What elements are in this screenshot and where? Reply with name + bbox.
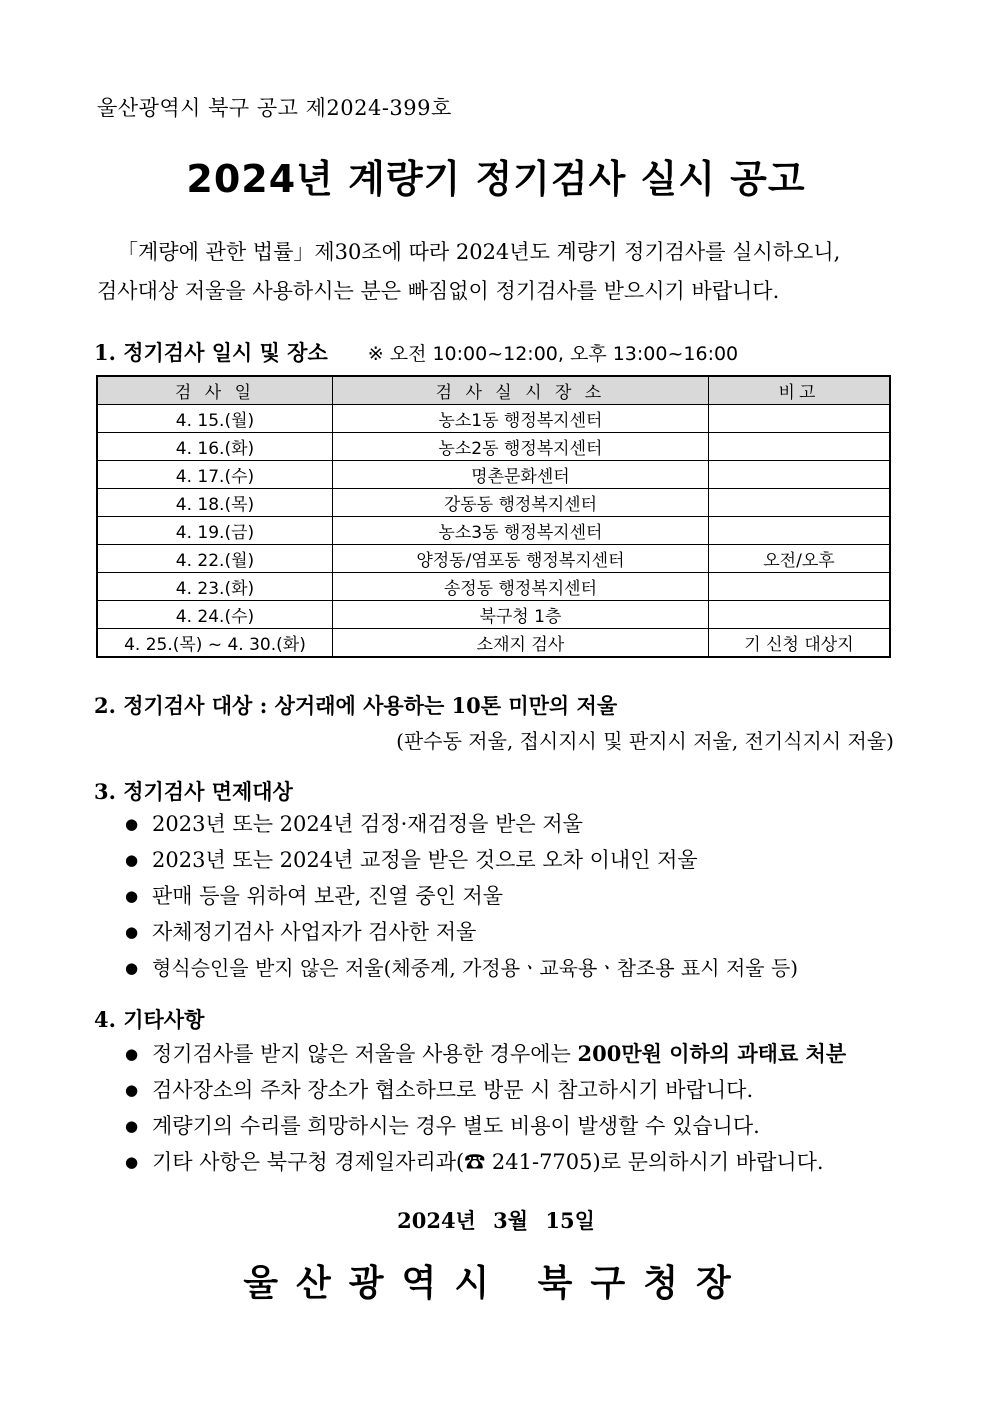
table-row — [97, 573, 890, 601]
table-row — [97, 601, 890, 629]
bullet-icon: ● — [125, 1153, 139, 1171]
list-item — [125, 878, 798, 914]
cell-date: 4. 19.(금) — [97, 517, 332, 545]
bullet-icon: ● — [125, 851, 139, 869]
list-item-text: 2023년 또는 2024년 교정을 받은 것으로 오차 이내인 저울 — [152, 848, 698, 872]
cell-remarks — [708, 433, 890, 461]
notice-date: 2024년 3월 15일 — [397, 1208, 595, 1233]
cell-date: 4. 24.(수) — [97, 601, 332, 629]
section-2-subtext: (판수동 저울, 접시지시 및 판지시 저울, 전기식지시 저울) — [396, 729, 894, 753]
cell-date: 4. 17.(수) — [97, 461, 332, 489]
cell-place: 북구청 1층 — [332, 601, 708, 629]
cell-place: 강동동 행정복지센터 — [332, 489, 708, 517]
cell-place: 양정동/염포동 행정복지센터 — [332, 545, 708, 573]
list-item — [125, 1144, 846, 1180]
cell-date: 4. 25.(목) ~ 4. 30.(화) — [97, 629, 332, 658]
section-1-title: 1. 정기검사 일시 및 장소 — [94, 340, 328, 365]
list-item-text: 형식승인을 받지 않은 저울(체중계, 가정용ㆍ교육용ㆍ참조용 표시 저울 등) — [152, 956, 799, 980]
table-row — [97, 517, 890, 545]
intro-paragraph — [97, 233, 897, 311]
page-title: 2024년 계량기 정기검사 실시 공고 — [186, 157, 806, 201]
cell-date: 4. 18.(목) — [97, 489, 332, 517]
cell-date: 4. 15.(월) — [97, 405, 332, 433]
section-2-heading: 2. 정기검사 대상 : 상거래에 사용하는 10톤 미만의 저울 — [94, 693, 618, 718]
cell-remarks — [708, 601, 890, 629]
cell-place: 송정동 행정복지센터 — [332, 573, 708, 601]
cell-remarks — [708, 405, 890, 433]
table-header-row — [97, 376, 890, 405]
cell-place: 소재지 검사 — [332, 629, 708, 658]
bullet-icon: ● — [125, 959, 139, 977]
list-item — [125, 1036, 846, 1072]
table-row — [97, 629, 890, 658]
cell-place: 농소1동 행정복지센터 — [332, 405, 708, 433]
table-row — [97, 461, 890, 489]
section-3-heading: 3. 정기검사 면제대상 — [94, 779, 293, 804]
section-4-heading: 4. 기타사항 — [94, 1007, 205, 1032]
bullet-icon: ● — [125, 815, 139, 833]
list-item-text: 판매 등을 위하여 보관, 진열 중인 저울 — [152, 884, 504, 908]
time-note: ※ 오전 10:00~12:00, 오후 13:00~16:00 — [367, 343, 739, 365]
bullet-icon: ● — [125, 1045, 139, 1063]
header-remarks: 비고 — [708, 376, 890, 405]
list-item — [125, 1108, 846, 1144]
bullet-icon: ● — [125, 1081, 139, 1099]
header-place: 검 사 실 시 장 소 — [332, 376, 708, 405]
cell-remarks — [708, 461, 890, 489]
list-item — [125, 914, 798, 950]
cell-date: 4. 23.(화) — [97, 573, 332, 601]
cell-remarks — [708, 573, 890, 601]
table-row — [97, 545, 890, 573]
list-item-text: 계량기의 수리를 희망하시는 경우 별도 비용이 발생할 수 있습니다. — [152, 1114, 760, 1138]
issuer-signature: 울산광역시 북구청장 — [243, 1262, 749, 1304]
list-item-text: 검사장소의 주차 장소가 협소하므로 방문 시 참고하시기 바랍니다. — [152, 1078, 754, 1102]
misc-list — [125, 1036, 846, 1180]
cell-remarks — [708, 517, 890, 545]
schedule-table — [96, 375, 891, 658]
list-item — [125, 806, 798, 842]
cell-date: 4. 16.(화) — [97, 433, 332, 461]
cell-remarks: 기 신청 대상지 — [708, 629, 890, 658]
table-row — [97, 405, 890, 433]
cell-place: 농소2동 행정복지센터 — [332, 433, 708, 461]
list-item-text: 기타 사항은 북구청 경제일자리과(☎ 241-7705)로 문의하시기 바랍니다. — [152, 1150, 824, 1174]
exemption-list — [125, 806, 798, 986]
bullet-icon: ● — [125, 887, 139, 905]
table-row — [97, 433, 890, 461]
notice-reference: 울산광역시 북구 공고 제2024-399호 — [97, 96, 452, 120]
header-date: 검 사 일 — [97, 376, 332, 405]
list-item — [125, 1072, 846, 1108]
bullet-icon: ● — [125, 923, 139, 941]
cell-place: 농소3동 행정복지센터 — [332, 517, 708, 545]
list-item — [125, 950, 798, 986]
list-item-text: 자체정기검사 사업자가 검사한 저울 — [152, 920, 477, 944]
cell-remarks — [708, 489, 890, 517]
bullet-icon: ● — [125, 1117, 139, 1135]
intro-line-2: 검사대상 저울을 사용하시는 분은 빠짐없이 정기검사를 받으시기 바랍니다. — [97, 279, 780, 303]
list-item — [125, 842, 798, 878]
fine-notice: 200만원 이하의 과태료 처분 — [577, 1041, 847, 1066]
cell-date: 4. 22.(월) — [97, 545, 332, 573]
list-item-text: 정기검사를 받지 않은 저울을 사용한 경우에는 — [152, 1042, 578, 1066]
cell-place: 명촌문화센터 — [332, 461, 708, 489]
intro-line-1: 「계량에 관한 법률」제30조에 따라 2024년도 계량기 정기검사를 실시하오니, — [117, 240, 841, 264]
table-row — [97, 489, 890, 517]
section-1-heading — [94, 337, 738, 367]
list-item-text: 2023년 또는 2024년 검정·재검정을 받은 저울 — [152, 812, 583, 836]
cell-remarks: 오전/오후 — [708, 545, 890, 573]
